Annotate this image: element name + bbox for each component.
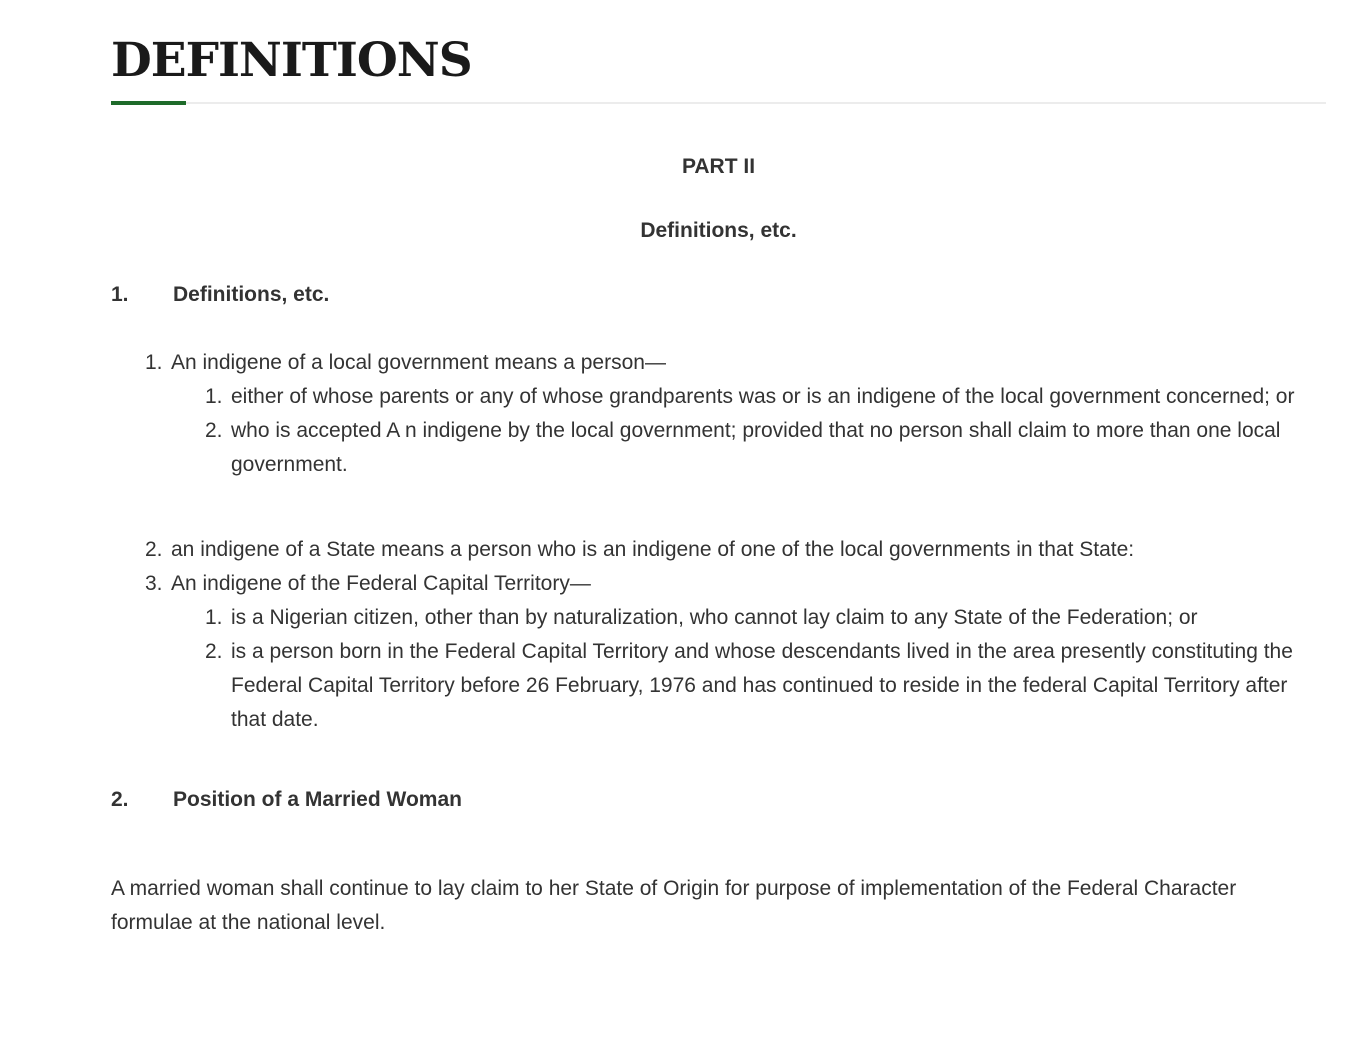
part-subheading: Definitions, etc. xyxy=(640,219,797,242)
definition-list-continued xyxy=(111,533,1326,737)
sub-list-item xyxy=(111,380,1326,414)
list-item-text: is a Nigerian citizen, other than by naturalization, who cannot lay claim to any State of the Federation; or xyxy=(231,606,1198,629)
section-number: 2. xyxy=(111,788,129,811)
list-marker: 1. xyxy=(145,351,163,374)
list-item-text: either of whose parents or any of whose grandparents was or is an indigene of the local government concerned; or xyxy=(231,385,1295,408)
page-header xyxy=(111,0,1326,106)
section-heading-2 xyxy=(111,788,462,812)
list-item xyxy=(111,567,1326,601)
list-item-text: An indigene of a local government means a person— xyxy=(171,351,666,374)
page-title: DEFINITIONS xyxy=(111,33,472,88)
list-item-text: An indigene of the Federal Capital Territory— xyxy=(171,572,591,595)
list-item xyxy=(111,346,1326,380)
list-marker: 2. xyxy=(205,419,223,442)
list-marker: 2. xyxy=(145,538,163,561)
section-heading-1 xyxy=(111,283,329,307)
sub-list-item xyxy=(111,414,1326,482)
list-item xyxy=(111,533,1326,567)
article xyxy=(111,0,1326,934)
list-item-text: an indigene of a State means a person who is an indigene of one of the local governments in that State: xyxy=(171,538,1135,561)
list-item-text: who is accepted A n indigene by the local government; provided that no person shall claim to more than one local government. xyxy=(231,419,1281,476)
definition-list xyxy=(111,346,1326,482)
body-paragraph: A married woman shall continue to lay claim to her State of Origin for purpose of implementation of the Federal Character formulae at the national level. xyxy=(111,877,1237,934)
title-divider xyxy=(111,102,1326,104)
list-marker: 1. xyxy=(205,385,223,408)
list-marker: 1. xyxy=(205,606,223,629)
section-number: 1. xyxy=(111,283,129,306)
list-item-text: is a person born in the Federal Capital Territory and whose descendants lived in the area presently constituting the Federal Capital Territory before 26 February, 1976 and has continued to reside in the federal Capital Territory after that date. xyxy=(231,640,1293,731)
list-marker: 2. xyxy=(205,640,223,663)
part-heading: PART II xyxy=(681,155,756,178)
section-title: Position of a Married Woman xyxy=(173,788,462,811)
sub-list-item xyxy=(111,635,1326,737)
list-marker: 3. xyxy=(145,572,163,595)
title-accent-bar xyxy=(111,101,186,105)
sub-list-item xyxy=(111,601,1326,635)
section-title: Definitions, etc. xyxy=(173,283,330,306)
